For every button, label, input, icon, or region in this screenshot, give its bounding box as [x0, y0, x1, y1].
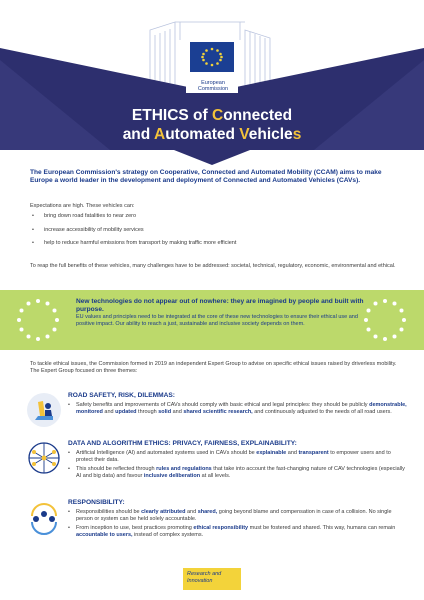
- highlight-body: EU values and principles need to be integrated at the core of these new technologies to ensure their ethical use and positive impact. Our ability to reach a just, sustainable and inclusive society depends on them.: [76, 314, 358, 327]
- research-innovation-badge: [183, 568, 241, 590]
- section-list-responsibility: [68, 509, 408, 540]
- car-seat-icon: [26, 392, 62, 428]
- list-item: • bring down road fatalities to near zero: [30, 213, 402, 220]
- section-title-responsibility: RESPONSIBILITY:: [68, 499, 125, 506]
- logo-line-1: European: [201, 80, 225, 86]
- list-item: • help to reduce harmful emissions from transport by making traffic more efficient: [30, 240, 402, 247]
- people-cycle-icon: [26, 500, 62, 536]
- eu-stars-left-icon: [15, 297, 61, 343]
- title-text: ETHICS of: [131, 107, 212, 124]
- emphasis-text: shared,: [197, 509, 218, 515]
- intro-paragraph: The European Commission's strategy on Cooperative, Connected and Automated Mobility (CCAM) aims to make Europe a world leader in the development and deployment of Connected and Automated Vehicles (CAVs).: [30, 169, 382, 185]
- title-highlight: V: [239, 126, 249, 143]
- highlight-title: New technologies do not appear out of nowhere: they are imagined by people and built with purpose.: [76, 298, 364, 313]
- list-item: • Responsibilities should be clearly attributed and shared, going beyond blame and compensation in case of a collision. No single person or system can be held solely accountable.: [68, 509, 408, 523]
- section-list-data-ethics: [68, 450, 408, 481]
- badge-line-1: Research and: [187, 571, 222, 577]
- section-list-road-safety: [68, 402, 408, 418]
- expert-group-paragraph: To tackle ethical issues, the Commission formed in 2019 an independent Expert Group to advise on specific ethical issues raised by driverless mobility. The Expert Group focused on three themes:: [30, 361, 397, 374]
- emphasis-text: ethical responsibility: [193, 524, 249, 531]
- eu-flag: [190, 42, 234, 72]
- emphasis-text: transparent: [298, 450, 329, 456]
- emphasis-text: accountable to users,: [76, 531, 133, 538]
- title-text: and: [122, 126, 154, 143]
- title-highlight: s: [292, 126, 302, 143]
- title-line-2: [0, 125, 424, 144]
- list-item: • This should be reflected through rules and regulations that take into account the fast-changing nature of CAV technologies (especially AI and big data) and favour inclusive deliberation at all levels.: [68, 466, 408, 480]
- badge-line-2: Innovation: [187, 577, 213, 584]
- emphasis-text: explainable: [256, 450, 287, 456]
- title-highlight: C: [211, 107, 224, 124]
- hero-banner: [0, 0, 424, 165]
- section-title-data-ethics: DATA AND ALGORITHM ETHICS: PRIVACY, FAIRNESS, EXPLAINABILITY:: [68, 440, 297, 447]
- emphasis-text: updated: [115, 409, 137, 415]
- title-text: ehicle: [248, 126, 293, 143]
- challenges-paragraph: To reap the full benefits of these vehicles, many challenges have to be addressed: societal, technical, regulatory, economic, environmental and ethical.: [30, 263, 396, 269]
- network-brain-icon: [26, 440, 62, 476]
- eu-stars-right-icon: [362, 297, 408, 343]
- expectations-list: [30, 213, 402, 254]
- logo-line-2: Commission: [197, 86, 229, 92]
- emphasis-text: inclusive deliberation: [143, 472, 201, 479]
- emphasis-text: clearly attributed: [141, 509, 186, 515]
- lead-text: Expectations are high. These vehicles can:: [30, 203, 135, 209]
- list-item: • increase accessibility of mobility services: [30, 227, 402, 234]
- emphasis-text: shared scientific research,: [183, 409, 253, 415]
- list-item: • Artificial Intelligence (AI) and automated systems used in CAVs should be explainable and transparent to empower users and to protect their data.: [68, 450, 408, 464]
- eu-logo-text: [188, 80, 238, 92]
- title-text: utomated: [165, 126, 240, 143]
- list-item: • From inception to use, best practices promoting ethical responsibility must be fostered and shared. This way, humans can remain accountable to users, instead of complex systems.: [68, 525, 408, 539]
- emphasis-text: solid: [158, 409, 172, 415]
- page-title: [0, 106, 424, 144]
- emphasis-text: rules and regulations: [156, 465, 212, 472]
- title-highlight: A: [153, 126, 166, 143]
- title-line-1: [0, 106, 424, 125]
- emphasis-text: demonstrable, monitored: [76, 402, 407, 415]
- list-item: • Safety benefits and improvements of CAVs should comply with basic ethical and legal principles: they should be publicly demonstrable, monitored and updated through solid and shared scientific research, and continuously adjusted to the needs of all road users.: [68, 402, 408, 416]
- title-text: onnected: [223, 107, 293, 124]
- section-title-road-safety: ROAD SAFETY, RISK, DILEMMAS:: [68, 392, 175, 399]
